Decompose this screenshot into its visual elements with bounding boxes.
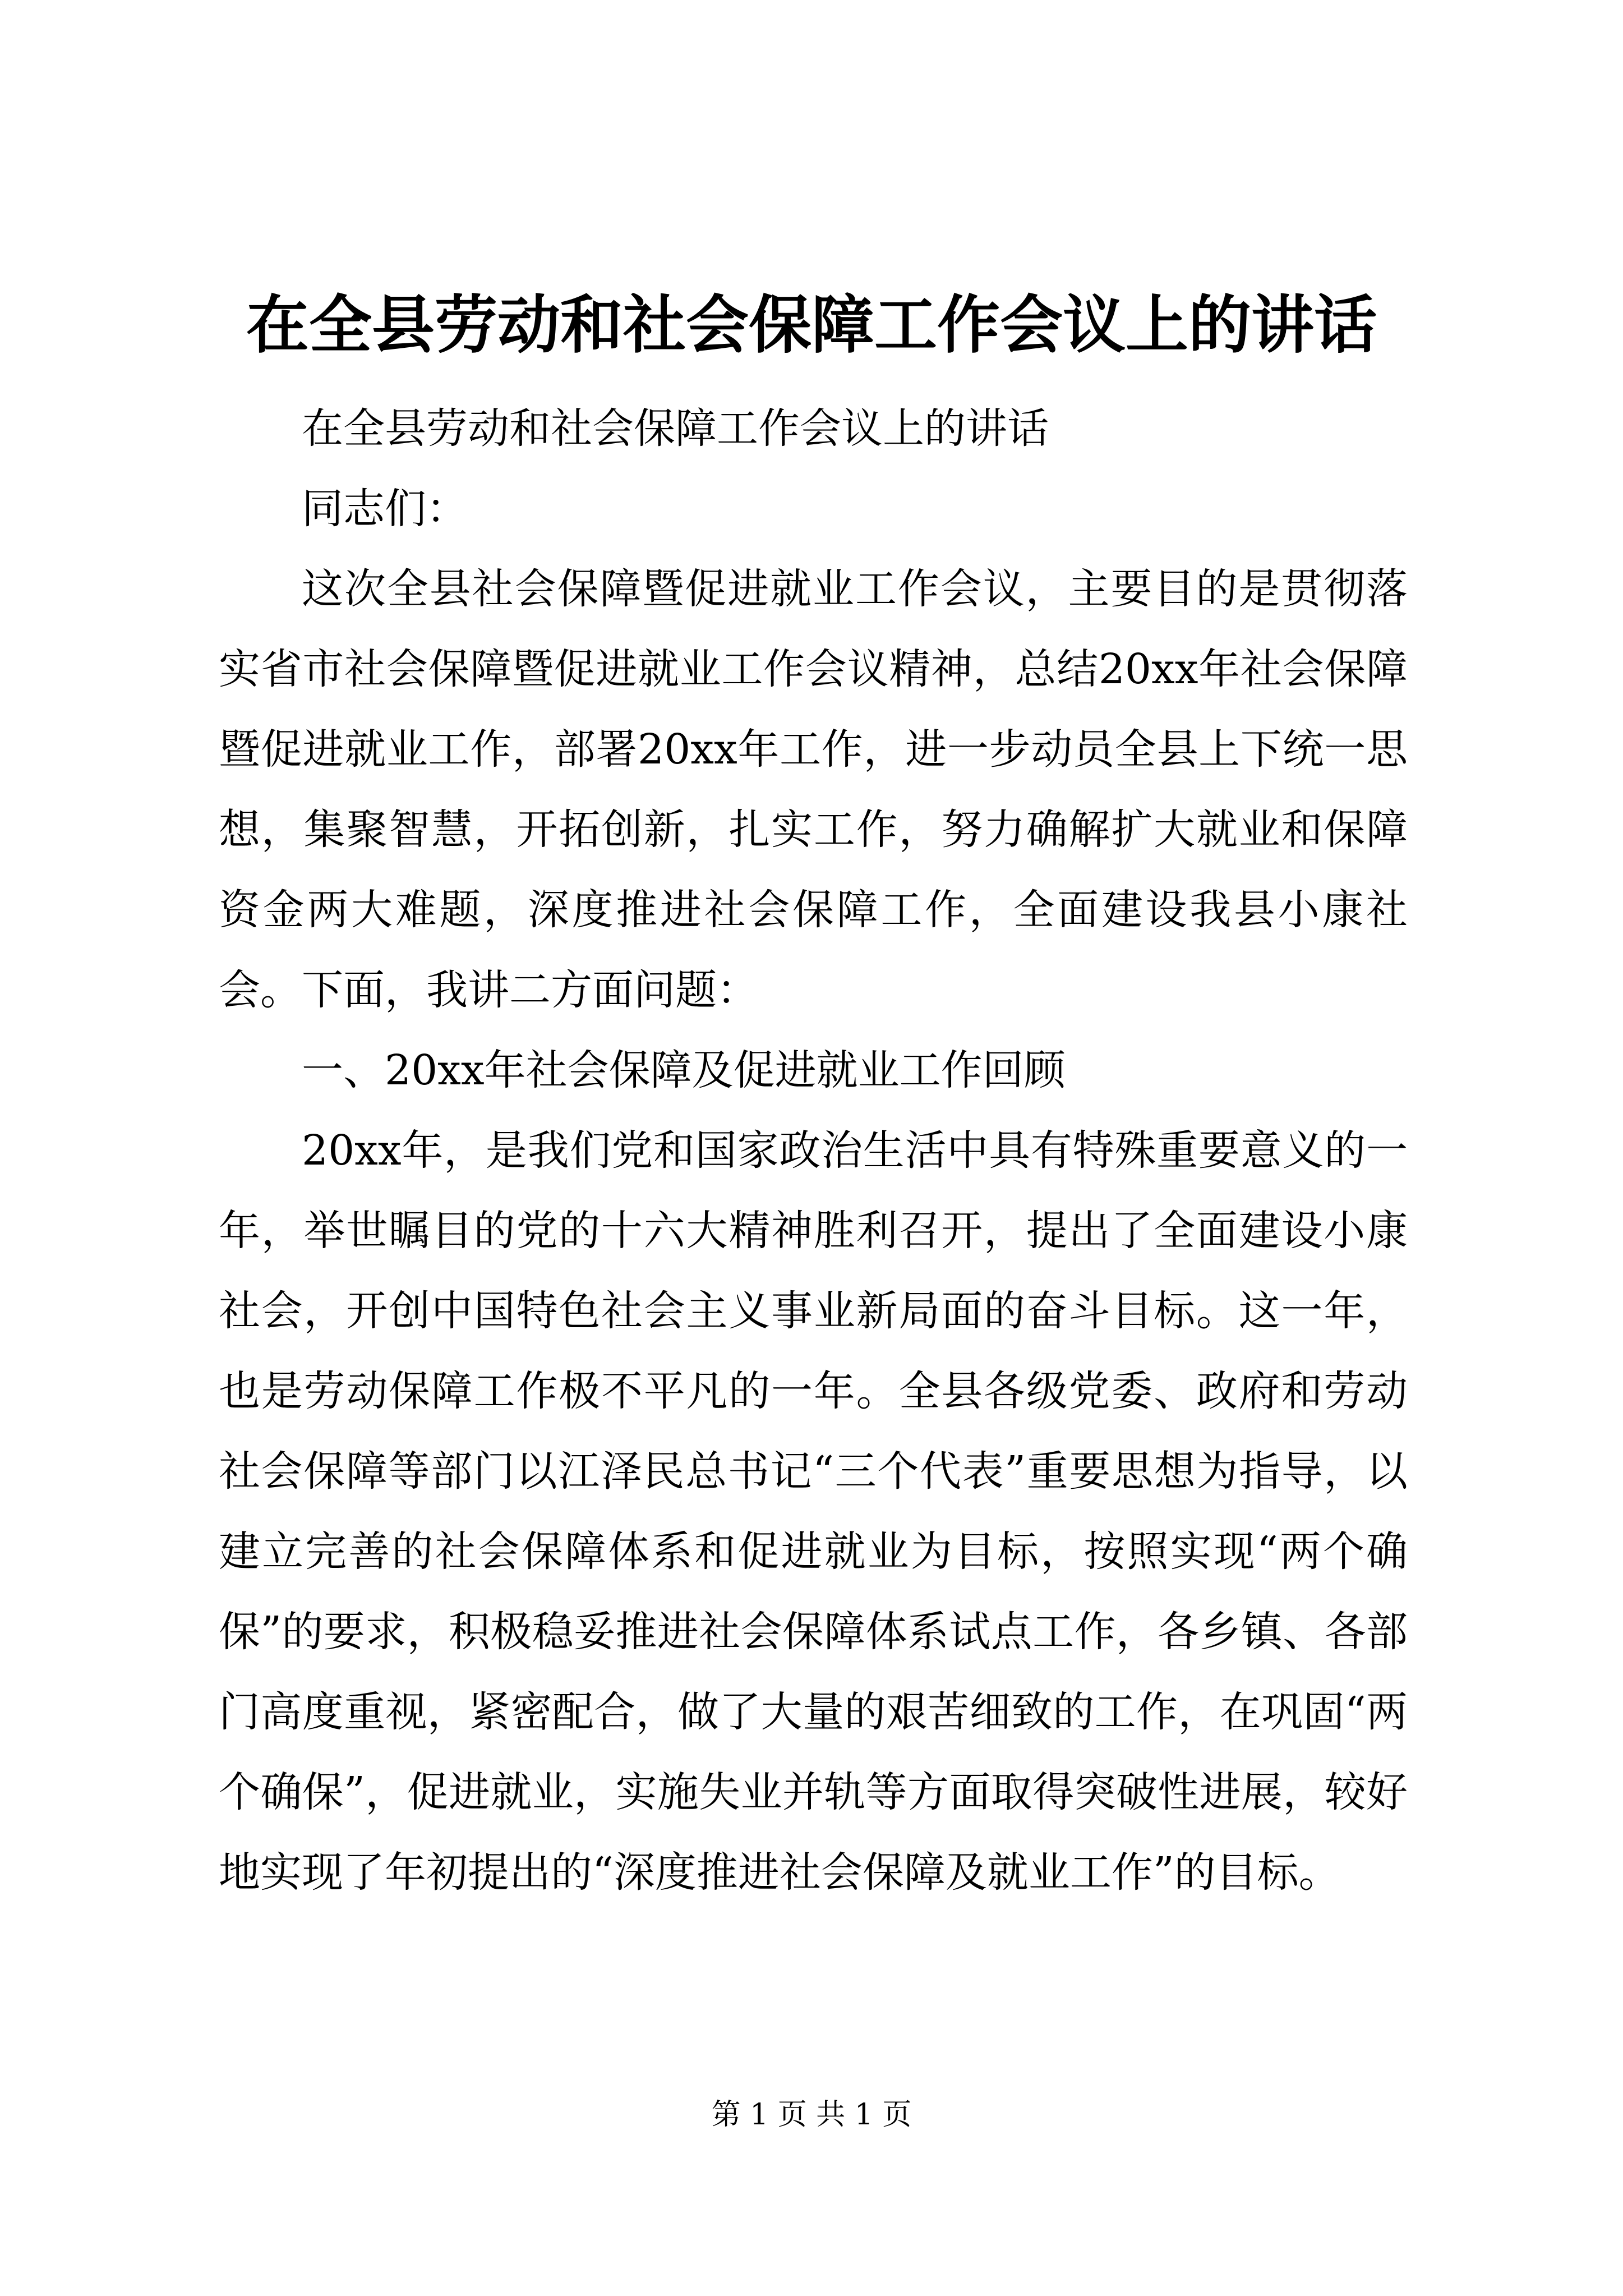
page-footer: 第 1 页 共 1 页	[711, 2098, 912, 2132]
document-title: 在全县劳动和社会保障工作会议上的讲话	[246, 288, 1377, 362]
paragraph-salutation: 同志们：	[302, 485, 468, 533]
paragraph-review: 20xx年，是我们党和国家政治生活中具有特殊重要意义的一年，举世瞩目的党的十六大精神胜利召开，提出了全面建设小康社会，开创中国特色社会主义事业新局面的奋斗目标。这一年，也是劳动保障工作极不平凡的一年。全县各级党委、政府和劳动社会保障等部门以江泽民总书记“三个代表”重要思想为指导，以建立完善的社会保障体系和促进就业为目标，按照实现“两个确保”的要求，积极稳妥推进社会保障体系试点工作，各乡镇、各部门高度重视，紧密配合，做了大量的艰苦细致的工作，在巩固“两个确保”，促进就业，实施失业并轨等方面取得突破性进展，较好地实现了年初提出的“深度推进社会保障及就业工作”的目标。	[219, 1126, 1408, 1897]
paragraph-intro: 这次全县社会保障暨促进就业工作会议，主要目的是贯彻落实省市社会保障暨促进就业工作会议精神，总结20xx年社会保障暨促进就业工作，部署20xx年工作，进一步动员全县上下统一思想，集聚智慧，开拓创新，扎实工作，努力确解扩大就业和保障资金两大难题，深度推进社会保障工作，全面建设我县小康社会。下面，我讲二方面问题：	[219, 565, 1408, 1014]
section-heading-1: 一、20xx年社会保障及促进就业工作回顾	[302, 1046, 1066, 1094]
paragraph-subtitle: 在全县劳动和社会保障工作会议上的讲话	[302, 404, 1049, 453]
document-body	[219, 389, 1408, 1913]
